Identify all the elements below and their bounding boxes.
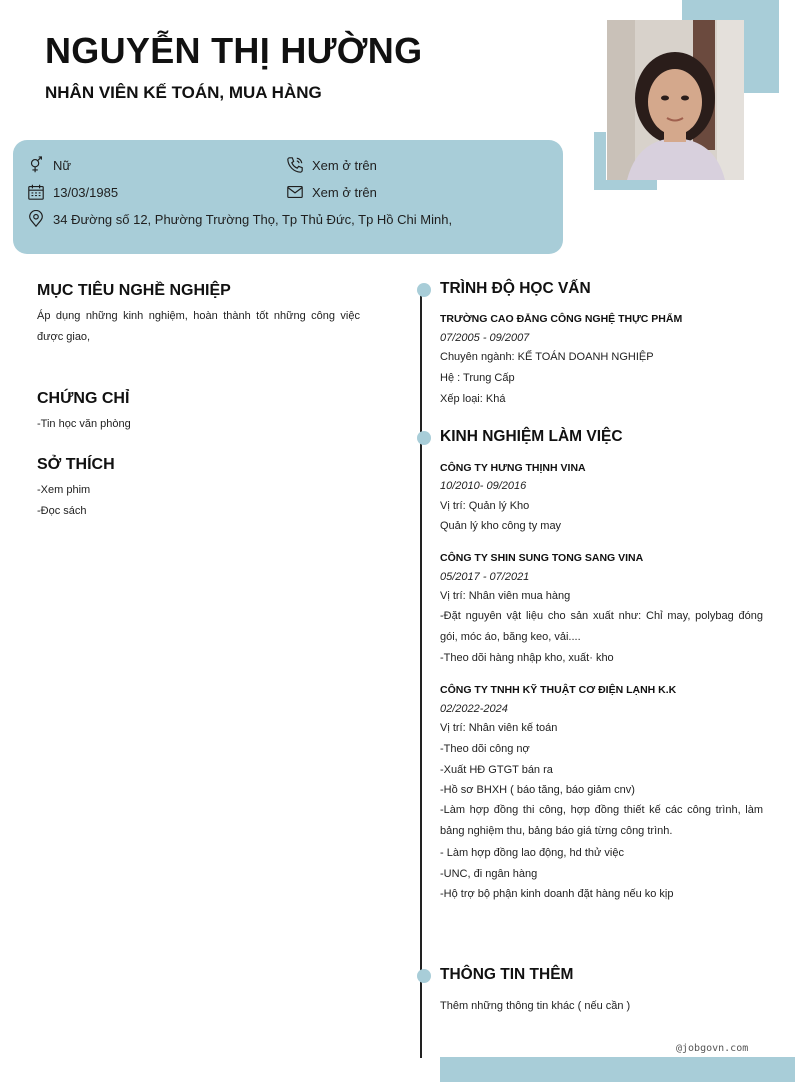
hobby-item: -Đọc sách	[37, 505, 87, 517]
job-line: Vị trí: Nhân viên mua hàng	[440, 590, 571, 602]
job-line: - Làm hợp đồng lao động, hd thử việc	[440, 847, 624, 859]
job-line: -Theo dõi hàng nhập kho, xuất· kho	[440, 652, 614, 664]
contact-email	[286, 183, 377, 201]
address-value: 34 Đường số 12, Phường Trường Thọ, Tp Thủ Đức, Tp Hồ Chi Minh,	[53, 211, 453, 227]
job-line: -Làm hợp đồng thi công, hợp đồng thiết kế các công trình, làm bảng nghiệm thu, bảng báo giá từng công trình.	[440, 804, 763, 837]
job-line: -Đặt nguyên vật liệu cho sản xuất như: Chỉ may, polybag đóng gói, móc áo, băng keo, vải....	[440, 610, 763, 643]
profile-photo	[607, 20, 744, 180]
job-title: NHÂN VIÊN KẾ TOÁN, MUA HÀNG	[45, 83, 322, 102]
hobbies-heading: SỞ THÍCH	[37, 456, 115, 473]
job-line: Quản lý kho công ty may	[440, 520, 562, 532]
extra-info-heading: THÔNG TIN THÊM	[440, 966, 574, 983]
hobby-item: -Xem phim	[37, 484, 91, 496]
job-line: -Theo dõi công nợ	[440, 743, 530, 755]
job-company: CÔNG TY HƯNG THỊNH VINA	[440, 462, 586, 474]
gender-icon	[27, 156, 45, 174]
job-company: CÔNG TY SHIN SUNG TONG SANG VINA	[440, 552, 644, 564]
job-period: 10/2010- 09/2016	[440, 480, 527, 492]
watermark: @jobgovn.com	[676, 1043, 749, 1054]
education-major: Chuyên ngành: KẾ TOÁN DOANH NGHIỆP	[440, 351, 654, 363]
job-line: -Hộ trợ bộ phận kinh doanh đặt hàng nếu ko kịp	[440, 888, 674, 900]
school-name: TRƯỜNG CAO ĐẲNG CÔNG NGHỆ THỰC PHẨM	[440, 313, 683, 325]
objective-text: Áp dụng những kinh nghiệm, hoàn thành tốt những công việc được giao,	[37, 310, 360, 343]
job-line: -Hồ sơ BHXH ( báo tăng, báo giảm cnv)	[440, 784, 635, 796]
job-line: -Xuất HĐ GTGT bán ra	[440, 764, 553, 776]
timeline-dot	[417, 969, 431, 983]
gender-value: Nữ	[53, 157, 72, 173]
job-company: CÔNG TY TNHH KỸ THUẬT CƠ ĐIỆN LẠNH K.K	[440, 684, 677, 696]
job-line: Vị trí: Nhân viên kế toán	[440, 722, 558, 734]
contact-phone	[286, 156, 377, 174]
job-line: Vị trí: Quản lý Kho	[440, 500, 530, 512]
certificates-heading: CHỨNG CHỈ	[37, 390, 130, 407]
phone-icon	[286, 156, 304, 174]
objective-heading: MỤC TIÊU NGHỀ NGHIỆP	[37, 282, 231, 299]
certificate-item: -Tin học văn phòng	[37, 418, 131, 430]
calendar-icon	[27, 183, 45, 201]
education-level: Hệ : Trung Cấp	[440, 372, 515, 384]
job-line: -UNC, đi ngân hàng	[440, 868, 538, 880]
timeline-dot	[417, 283, 431, 297]
birthday-value: 13/03/1985	[53, 184, 119, 200]
candidate-name: NGUYỄN THỊ HƯỜNG	[45, 30, 423, 71]
phone-value: Xem ở trên	[312, 157, 377, 173]
contact-info-box	[13, 140, 563, 254]
timeline-dot	[417, 431, 431, 445]
footer-bar	[440, 1057, 795, 1082]
extra-info-text: Thêm những thông tin khác ( nếu cần )	[440, 1000, 631, 1012]
contact-gender	[27, 156, 71, 174]
contact-birthday	[27, 183, 118, 201]
education-period: 07/2005 - 09/2007	[440, 332, 530, 344]
timeline-line	[420, 290, 422, 1058]
location-icon	[27, 210, 45, 228]
contact-address	[27, 210, 452, 228]
email-value: Xem ở trên	[312, 184, 377, 200]
education-heading: TRÌNH ĐỘ HỌC VẤN	[440, 280, 591, 297]
education-grade: Xếp loại: Khá	[440, 393, 506, 405]
mail-icon	[286, 183, 304, 201]
job-period: 05/2017 - 07/2021	[440, 571, 530, 583]
experience-heading: KINH NGHIỆM LÀM VIỆC	[440, 428, 623, 445]
job-period: 02/2022-2024	[440, 703, 508, 715]
